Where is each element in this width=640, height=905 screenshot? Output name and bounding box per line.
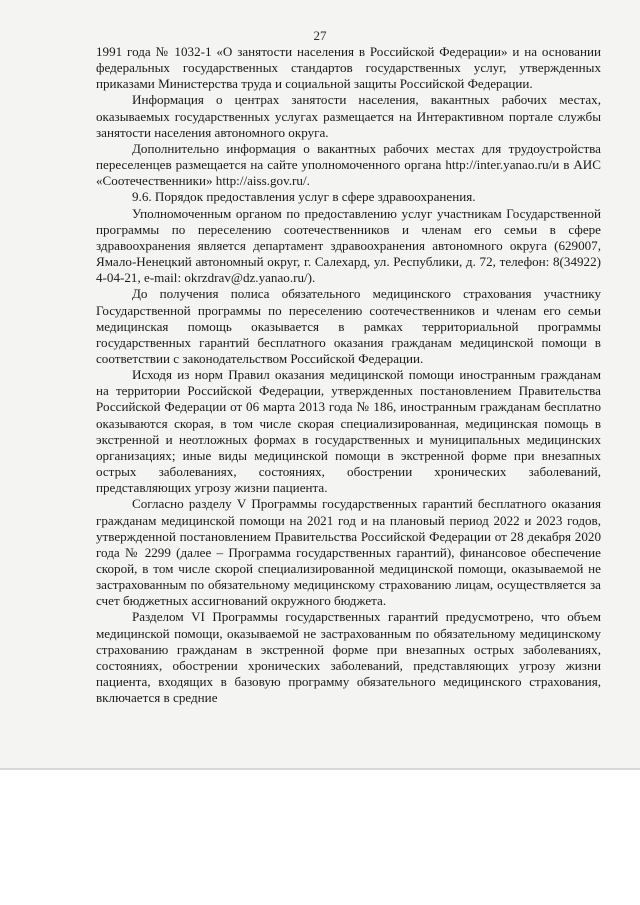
page-number: 27 bbox=[313, 28, 327, 43]
section-heading-healthcare: 9.6. Порядок предоставления услуг в сфере здравоохранения. bbox=[132, 189, 476, 205]
paragraph-foreign-citizens-rules: Исходя из норм Правил оказания медицинской помощи иностранным гражданам на территории Российской Федерации, утвержденных постановлением Правительства Российской Федерации от 06 марта 2013 года № 186, иностранным гражданам бесплатно оказываются скорая, в том числе скорая специализированная, медицинская помощь в экстренной и неотложных формах в государственных и муниципальных медицинских организациях; иные виды медицинской помощи в экстренной форме при внезапных острых заболеваниях, состояниях, обострении хронических заболеваний, представляющих угрозу жизни пациента. bbox=[96, 367, 601, 496]
paragraph-section-v: Согласно разделу V Программы государственных гарантий бесплатного оказания гражданам медицинской помощи на 2021 год и на плановый период 2022 и 2023 годов, утвержденной постановлением Правительства Российской Федерации от 28 декабря 2020 года № 2299 (далее – Программа государственных гарантий), финансовое обеспечение скорой, в том числе скорой специализированной медицинской помощи, оказываемой не застрахованным по обязательному медицинскому страхованию лицам, осуществляется за счет бюджетных ассигнований окружного бюджета. bbox=[96, 496, 601, 609]
scan-bottom-edge bbox=[0, 768, 640, 770]
paragraph-vacancies-info: Дополнительно информация о вакантных рабочих местах для трудоустройства переселенцев размещается на сайте уполномоченного органа http://inter.yanao.ru/и в АИС «Соотечественники» http://aiss.gov.ru/. bbox=[96, 140, 601, 189]
paragraph-employment-law: 1991 года № 1032-1 «О занятости населения в Российской Федерации» и на основании федеральных государственных стандартов государственных услуг, утвержденных приказами Министерства труда и социальной защиты Российской Федерации. bbox=[96, 44, 601, 92]
paragraph-insurance-policy: До получения полиса обязательного медицинского страхования участнику Государственной программы по переселению соотечественников и членам его семьи медицинская помощь оказывается в рамках территориальной программы государственных гарантий бесплатного оказания гражданам медицинской помощи в соответствии с законодательством Российской Федерации. bbox=[96, 286, 601, 366]
paragraph-authorized-body: Уполномоченным органом по предоставлению услуг участникам Государственной программы по переселению соотечественников и членам его семьи в сфере здравоохранения является департамент здравоохранения автономного округа (629007, Ямало-Ненецкий автономный округ, г. Салехард, ул. Республики, д. 72, телефон: 8(34922) 4-04-21, e-mail: okrzdrav@dz.yanao.ru/). bbox=[96, 205, 601, 286]
paragraph-section-vi: Разделом VI Программы государственных гарантий предусмотрено, что объем медицинской помощи, оказываемой не застрахованным по обязательному медицинскому страхованию гражданам в экстренной форме при внезапных острых заболеваниях, состояниях, обострении хронических заболеваний, представляющих угрозу жизни пациента, входящих в базовую программу обязательного медицинского страхования, включается в средние bbox=[96, 609, 601, 706]
paragraph-employment-centers: Информация о центрах занятости населения, вакантных рабочих местах, оказываемых государственных услугах размещается на Интерактивном портале службы занятости населения автономного округа. bbox=[96, 92, 601, 140]
document-body bbox=[96, 44, 601, 706]
